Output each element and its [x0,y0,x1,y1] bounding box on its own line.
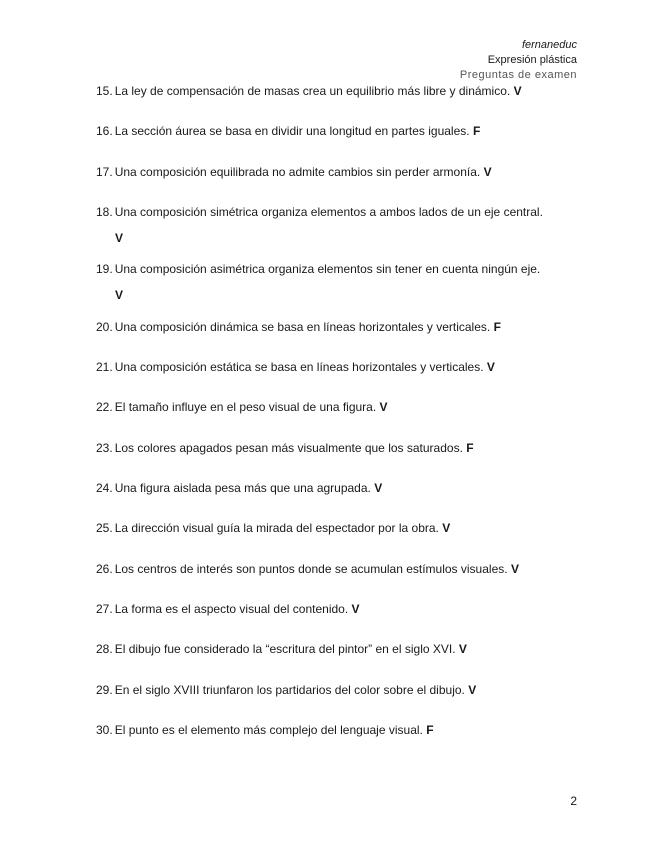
question-answer: V [115,288,124,303]
question-item [96,682,580,699]
question-number: 28. [96,642,113,657]
question-number: 21. [96,360,113,375]
question-text: Los colores apagados pesan más visualmente que los saturados. [114,440,463,455]
question-answer: V [379,400,388,415]
header-course: Expresión plástica [487,54,577,66]
header-author: fernaneduc [521,39,577,51]
question-item [96,440,580,457]
question-text: Una composición estática se basa en líneas horizontales y verticales. [114,360,484,375]
question-text: Una composición equilibrada no admite cambios sin perder armonía. [114,164,481,179]
question-answer: V [513,84,522,98]
question-text: El punto es el elemento más complejo del lenguaje visual. [114,722,423,737]
question-number: 17. [96,164,113,179]
question-text: La sección áurea se basa en dividir una longitud en partes iguales. [114,124,470,139]
question-number: 23. [96,440,113,455]
question-answer: F [466,440,474,455]
question-item [96,83,580,100]
question-item [96,164,580,181]
question-answer: F [472,124,481,139]
question-answer: V [468,682,477,697]
question-answer: V [510,561,519,576]
question-item [96,319,580,336]
question-number: 22. [96,400,113,415]
question-text: La ley de compensación de masas crea un equilibrio más libre y dinámico. [114,84,511,98]
question-item [96,601,580,618]
question-text: La dirección visual guía la mirada del espectador por la obra. [114,521,439,536]
question-text: En el siglo XVIII triunfaron los partidarios del color sobre el dibujo. [114,682,465,697]
question-text: El dibujo fue considerado la “escritura del pintor” en el siglo XVI. [114,642,456,657]
question-answer: F [426,722,434,737]
question-number: 19. [96,262,113,277]
page-number: 2 [570,794,577,808]
question-text: El tamaño influye en el peso visual de una figura. [114,400,377,415]
question-item [96,561,580,578]
question-number: 27. [96,601,113,616]
question-number: 30. [96,722,113,737]
question-number: 26. [96,561,113,576]
question-text: Los centros de interés son puntos donde se acumulan estímulos visuales. [114,561,508,576]
question-text: Una composición simétrica organiza elementos a ambos lados de un eje central. [114,204,543,219]
question-item [96,252,580,304]
question-item [96,480,580,497]
question-number: 25. [96,521,113,536]
question-number: 20. [96,319,113,334]
question-number: 16. [96,124,113,139]
question-text: La forma es el aspecto visual del contenido. [114,601,349,616]
question-answer: V [486,360,495,375]
question-item [96,195,580,247]
page-header [460,38,577,83]
question-text: Una composición asimétrica organiza elementos sin tener en cuenta ningún eje. [114,262,541,277]
question-answer: V [458,642,467,657]
question-number: 24. [96,481,113,496]
question-item [96,123,580,140]
question-answer: V [374,481,383,496]
question-answer: V [483,164,492,179]
question-text: Una composición dinámica se basa en líneas horizontales y verticales. [114,319,491,334]
question-item [96,399,580,416]
question-number: 29. [96,682,113,697]
question-answer: F [493,319,501,334]
header-subtitle: Preguntas de examen [459,69,577,81]
question-item [96,722,580,739]
question-list [96,83,580,762]
question-item [96,359,580,376]
question-answer: V [442,521,451,536]
question-answer: V [115,230,124,245]
question-item [96,520,580,537]
question-text: Una figura aislada pesa más que una agrupada. [114,481,371,496]
question-number: 18. [96,204,113,219]
question-item [96,641,580,658]
question-number: 15. [96,84,113,98]
question-answer: V [351,601,360,616]
